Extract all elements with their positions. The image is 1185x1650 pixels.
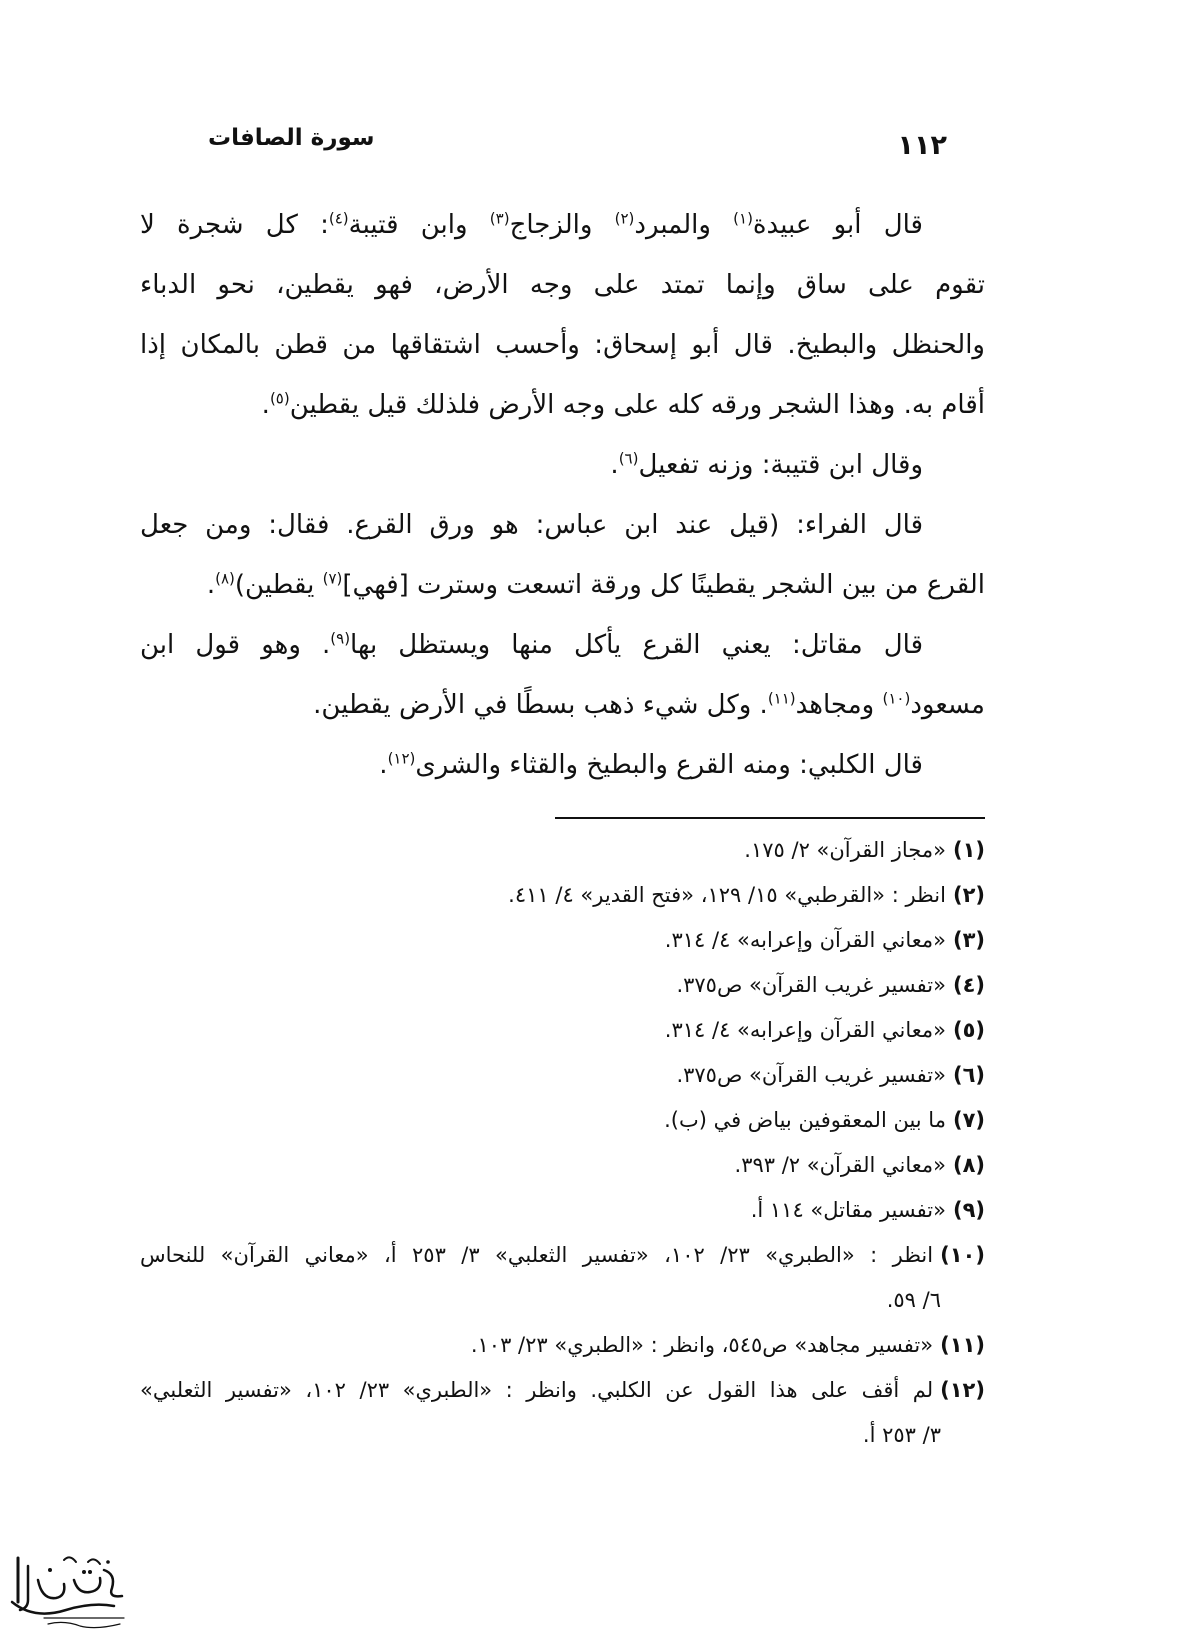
footnote-line	[140, 1143, 985, 1188]
text-line	[140, 255, 985, 315]
footnote-item	[140, 1233, 985, 1323]
footnote-number: (٩)	[952, 1198, 985, 1222]
footnote-number: (٦)	[952, 1063, 985, 1087]
text-segment: قال أبو عبيدة	[752, 210, 923, 240]
footnote-number: (٢)	[952, 883, 985, 907]
text-segment: قال الكلبي: ومنه القرع والبطيخ والقثاء والشرى	[415, 750, 923, 780]
text-segment: تقوم على ساق وإنما تمتد على وجه الأرض، فهو يقطين، نحو الدباء	[140, 270, 985, 300]
footnote-reference: (٤)	[328, 209, 349, 228]
footnote-text: «معاني القرآن وإعرابه» ٤/ ٣١٤.	[664, 1018, 946, 1042]
footnote-text: لم أقف على هذا القول عن الكلبي. وانظر : «الطبري» ٢٣/ ١٠٢، «تفسير الثعلبي»	[140, 1378, 934, 1402]
footnote-item	[140, 1368, 985, 1458]
text-line	[140, 735, 985, 795]
footnote-item	[140, 918, 985, 963]
footnote-reference: (١١)	[767, 689, 796, 708]
text-segment: يقطين)	[234, 570, 323, 600]
text-line	[140, 375, 985, 435]
footnote-line	[140, 1188, 985, 1233]
text-line	[140, 675, 985, 735]
text-line	[140, 555, 985, 615]
paragraph	[140, 495, 985, 615]
footnote-item	[140, 1323, 985, 1368]
text-segment: والمبرد	[634, 210, 734, 240]
footnote-text: «تفسير غريب القرآن» ص٣٧٥.	[676, 973, 946, 997]
footnote-line	[140, 1323, 985, 1368]
text-line	[140, 435, 985, 495]
footnote-text: انظر : «القرطبي» ١٥/ ١٢٩، «فتح القدير» ٤/ ٤١١.	[508, 883, 946, 907]
page-number: ١١٢	[897, 130, 947, 161]
footnote-number: (٣)	[952, 928, 985, 952]
footnote-text: «مجاز القرآن» ٢/ ١٧٥.	[744, 838, 946, 862]
footnote-item	[140, 1143, 985, 1188]
footnote-text: انظر : «الطبري» ٢٣/ ١٠٢، «تفسير الثعلبي» ٣/ ٢٥٣ أ، «معاني القرآن» للنحاس	[140, 1243, 934, 1267]
footnote-text: «معاني القرآن» ٢/ ٣٩٣.	[734, 1153, 946, 1177]
footnote-number: (١)	[952, 838, 985, 862]
text-segment: .	[206, 570, 216, 600]
footnote-line	[140, 828, 985, 873]
footnote-number: (٤)	[952, 973, 985, 997]
footnote-text: «تفسير مجاهد» ص٥٤٥، وانظر : «الطبري» ٢٣/ ١٠٣.	[470, 1333, 934, 1357]
footnote-line	[140, 918, 985, 963]
footnote-item	[140, 828, 985, 873]
footnote-number: (٥)	[952, 1018, 985, 1042]
footnote-reference: (٨)	[215, 569, 235, 588]
text-line	[140, 315, 985, 375]
footnote-text: «تفسير غريب القرآن» ص٣٧٥.	[676, 1063, 946, 1087]
text-segment: . وكل شيء ذهب بسطًا في الأرض يقطين.	[313, 690, 768, 720]
footnote-number: (١٠)	[940, 1243, 985, 1267]
footnote-item	[140, 1008, 985, 1053]
text-segment: .	[261, 390, 270, 420]
footnote-line	[140, 1233, 985, 1278]
text-segment: وقال ابن قتيبة: وزنه تفعيل	[638, 450, 923, 480]
text-segment: القرع من بين الشجر يقطينًا كل ورقة اتسعت وسترت [فهي]	[342, 570, 985, 600]
paragraph	[140, 615, 985, 735]
footnote-number: (١١)	[940, 1333, 985, 1357]
footnote-line	[140, 1413, 985, 1458]
text-line	[140, 495, 985, 555]
footnote-number: (١٢)	[940, 1378, 985, 1402]
text-segment: مسعود	[910, 690, 985, 720]
text-segment: أقام به. وهذا الشجر ورقه كله على وجه الأرض فلذلك قيل يقطين	[289, 390, 985, 420]
footnote-reference: (٣)	[489, 209, 510, 228]
text-segment: والزجاج	[509, 210, 615, 240]
footnote-line	[140, 873, 985, 918]
text-segment: قال مقاتل: يعني القرع يأكل منها ويستظل بها	[350, 630, 923, 660]
footnote-reference: (٢)	[614, 209, 635, 228]
text-segment: قال الفراء: (قيل عند ابن عباس: هو ورق القرع. فقال: ومن جعل	[140, 510, 923, 540]
text-segment: وابن قتيبة	[348, 210, 490, 240]
footnote-reference: (١)	[733, 209, 753, 228]
footnote-number: (٧)	[952, 1108, 985, 1132]
footnote-text: «تفسير مقاتل» ١١٤ أ.	[750, 1198, 946, 1222]
publisher-logo	[4, 1540, 136, 1640]
footnote-item	[140, 1098, 985, 1143]
footnote-reference: (٧)	[322, 569, 343, 588]
footnote-reference: (٥)	[269, 389, 290, 408]
footnote-text: ٣/ ٢٥٣ أ.	[862, 1423, 941, 1447]
text-segment: : كل شجرة لا	[140, 210, 329, 240]
paragraph	[140, 435, 985, 495]
footnote-reference: (١٠)	[882, 689, 911, 708]
text-line	[140, 615, 985, 675]
footnote-text: ما بين المعقوفين بياض في (ب).	[664, 1108, 946, 1132]
footnote-line	[140, 1368, 985, 1413]
footnote-item	[140, 873, 985, 918]
paragraph	[140, 195, 985, 435]
footnote-line	[140, 1053, 985, 1098]
text-line	[140, 195, 985, 255]
footnote-reference: (٩)	[330, 629, 351, 648]
main-text	[140, 195, 985, 795]
footnote-text: «معاني القرآن وإعرابه» ٤/ ٣١٤.	[664, 928, 946, 952]
footnote-number: (٨)	[952, 1153, 985, 1177]
text-segment: . وهو قول ابن	[140, 630, 331, 660]
paragraph	[140, 735, 985, 795]
footnote-text: ٦/ ٥٩.	[886, 1288, 941, 1312]
running-header-title: سورة الصافات	[208, 125, 375, 151]
footnote-reference: (٦)	[618, 449, 639, 468]
footnote-line	[140, 1098, 985, 1143]
text-segment: والحنظل والبطيخ. قال أبو إسحاق: وأحسب اشتقاقها من قطن بالمكان إذا	[140, 330, 985, 360]
footnote-line	[140, 1278, 985, 1323]
footnote-item	[140, 1053, 985, 1098]
footnotes	[140, 828, 985, 1458]
footnote-item	[140, 963, 985, 1008]
text-segment: .	[379, 750, 388, 780]
footnote-reference: (١٢)	[387, 749, 416, 768]
footnote-line	[140, 1008, 985, 1053]
text-segment: ومجاهد	[795, 690, 883, 720]
footnote-item	[140, 1188, 985, 1233]
footnote-line	[140, 963, 985, 1008]
footnote-separator	[555, 817, 985, 819]
text-segment: .	[610, 450, 619, 480]
